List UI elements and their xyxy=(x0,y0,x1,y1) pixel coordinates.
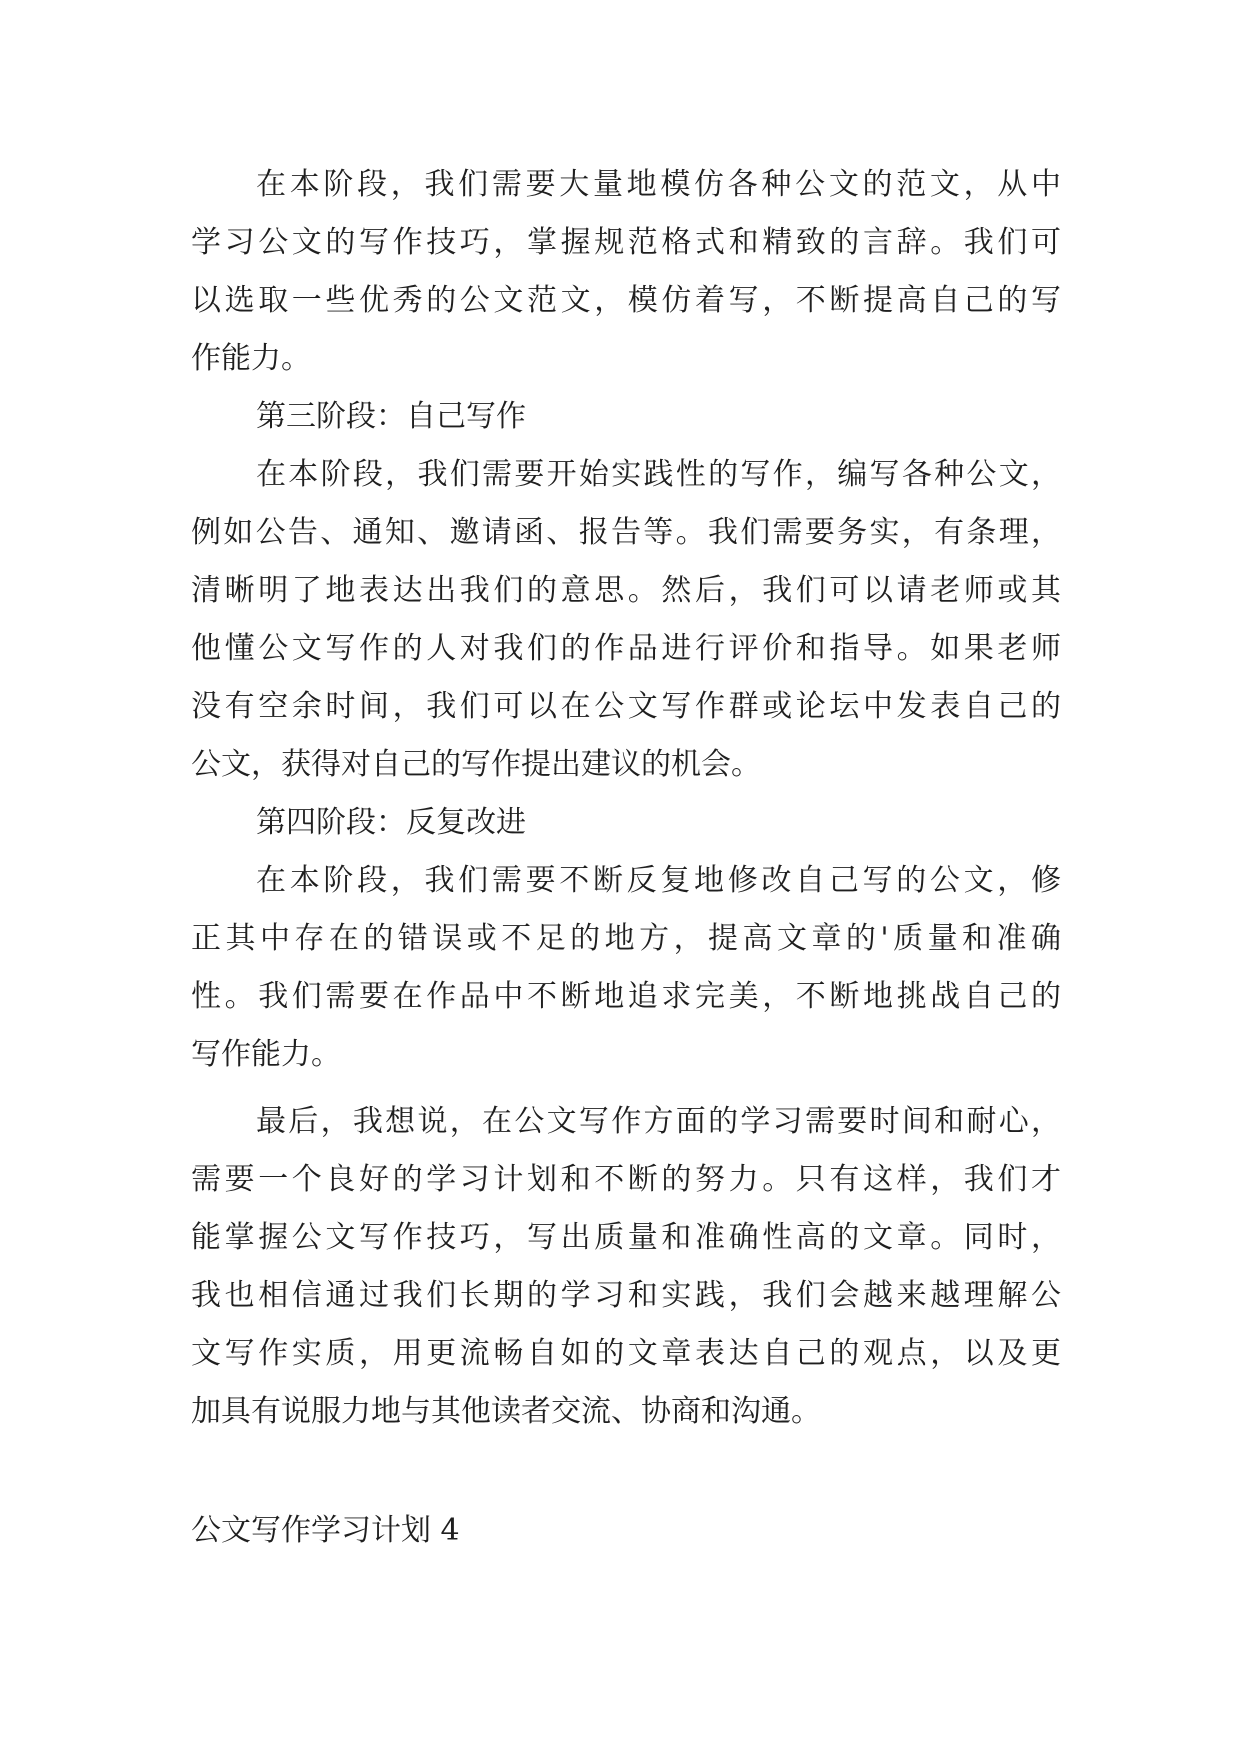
paragraph-line: 公文，获得对自己的写作提出建议的机会。 xyxy=(191,747,761,782)
paragraph-line: 需要一个良好的学习计划和不断的努力。只有这样，我们才 xyxy=(191,1162,1061,1197)
paragraph-line: 他懂公文写作的人对我们的作品进行评价和指导。如果老师 xyxy=(191,631,1061,666)
paragraph-line: 在本阶段，我们需要开始实践性的写作，编写各种公文， xyxy=(256,457,1061,492)
section-title: 公文写作学习计划 4 xyxy=(191,1513,460,1548)
paragraph-line: 正其中存在的错误或不足的地方，提高文章的'质量和准确 xyxy=(191,921,1061,956)
paragraph-line: 性。我们需要在作品中不断地追求完美，不断地挑战自己的 xyxy=(191,979,1061,1014)
paragraph-line: 能掌握公文写作技巧，写出质量和准确性高的文章。同时， xyxy=(191,1220,1061,1255)
paragraph-line: 最后，我想说，在公文写作方面的学习需要时间和耐心， xyxy=(256,1104,1061,1139)
paragraph-line: 在本阶段，我们需要大量地模仿各种公文的范文，从中 xyxy=(256,167,1061,202)
paragraph-line: 清晰明了地表达出我们的意思。然后，我们可以请老师或其 xyxy=(191,573,1061,608)
paragraph-line: 没有空余时间，我们可以在公文写作群或论坛中发表自己的 xyxy=(191,689,1061,724)
paragraph-line: 写作能力。 xyxy=(191,1037,341,1072)
paragraph-line: 文写作实质，用更流畅自如的文章表达自己的观点，以及更 xyxy=(191,1336,1061,1371)
paragraph-line: 以选取一些优秀的公文范文，模仿着写，不断提高自己的写 xyxy=(191,283,1061,318)
section-heading: 第四阶段：反复改进 xyxy=(256,805,526,840)
paragraph-line: 加具有说服力地与其他读者交流、协商和沟通。 xyxy=(191,1394,821,1429)
paragraph-line: 学习公文的写作技巧，掌握规范格式和精致的言辞。我们可 xyxy=(191,225,1061,260)
paragraph-line: 作能力。 xyxy=(191,341,311,376)
paragraph-line: 我也相信通过我们长期的学习和实践，我们会越来越理解公 xyxy=(191,1278,1061,1313)
section-heading: 第三阶段：自己写作 xyxy=(256,399,526,434)
paragraph-line: 例如公告、通知、邀请函、报告等。我们需要务实，有条理， xyxy=(191,515,1061,550)
paragraph-line: 在本阶段，我们需要不断反复地修改自己写的公文，修 xyxy=(256,863,1061,898)
